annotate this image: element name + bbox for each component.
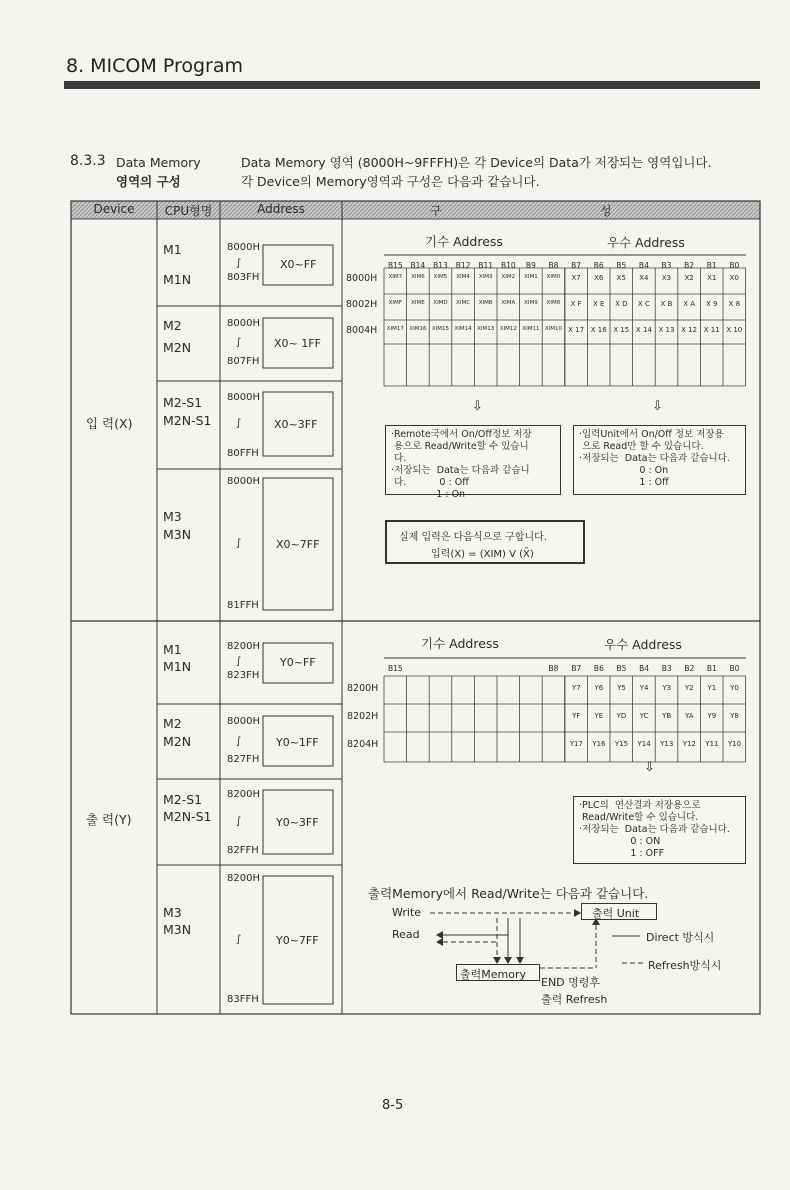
cpu-name: M2N-S1 <box>163 809 212 824</box>
output-memory-label: 출력Memory <box>460 968 526 981</box>
bit-cell: XIM7 <box>388 274 403 280</box>
bit-cell: YB <box>662 712 672 720</box>
addr-range: X0~3FF <box>274 418 318 431</box>
bit-header: B7 <box>571 261 582 270</box>
formula-line1: 실제 입력은 다음식으로 구합니다. <box>399 532 547 543</box>
output-odd-address-label: 기수 Address <box>421 636 499 651</box>
bit-cell: X 14 <box>635 326 652 334</box>
bit-header: B15 <box>387 261 403 270</box>
bit-cell: X 12 <box>681 326 698 334</box>
bit-cell: XIM16 <box>409 326 427 332</box>
bit-cell: Y5 <box>617 684 626 692</box>
bit-cell: XIM9 <box>524 300 538 306</box>
bit-cell: XIMF <box>388 300 402 306</box>
bit-cell: XIM12 <box>499 326 517 332</box>
cpu-name: M1N <box>163 659 192 674</box>
cpu-name: M2N <box>163 734 192 749</box>
bit-cell: X 15 <box>613 326 630 334</box>
cpu-name: M2N-S1 <box>163 413 212 428</box>
row-address: 8004H <box>346 325 378 336</box>
bit-cell: Y13 <box>660 740 674 748</box>
row-address: 8200H <box>347 683 379 694</box>
bit-header: B9 <box>525 261 536 270</box>
addr-tilde: ∫ <box>236 538 242 549</box>
cpu-name: M3N <box>163 527 192 542</box>
row-address: 8000H <box>346 273 378 284</box>
bit-cell: X2 <box>684 274 694 282</box>
bit-cell: Y14 <box>637 740 651 748</box>
refresh-mode-label: Refresh방식시 <box>648 959 722 972</box>
bit-cell: X5 <box>616 274 626 282</box>
bit-cell: XIMC <box>456 300 471 306</box>
bit-cell: YF <box>572 712 581 720</box>
bit-header: B0 <box>729 664 740 673</box>
addr-tilde: ∫ <box>236 418 242 429</box>
output-even-address-label: 우수 Address <box>604 637 682 652</box>
addr-end: 803FH <box>227 272 260 283</box>
header-seong: 성 <box>600 204 612 218</box>
section-title-line1: Data Memory <box>116 155 201 170</box>
bit-cell: Y15 <box>614 740 629 748</box>
bit-header: B6 <box>593 261 604 270</box>
down-arrow-icon: ⇩ <box>652 399 663 414</box>
bit-cell: XIM0 <box>546 274 561 280</box>
bit-cell: X 16 <box>590 326 607 334</box>
cpu-name: M2N <box>163 340 192 355</box>
bit-cell: XIM10 <box>544 326 563 332</box>
bit-header: B11 <box>478 261 494 270</box>
output-unit-box <box>581 903 657 920</box>
bit-cell: XIM6 <box>411 274 425 280</box>
page-number: 8-5 <box>382 1098 404 1113</box>
bit-cell: YD <box>616 712 627 720</box>
addr-end: 827FH <box>227 754 260 765</box>
bit-cell: X6 <box>594 274 604 282</box>
formula-line2: 입력(X) = (XIM) V (X̄) <box>431 549 534 560</box>
bit-cell: Y10 <box>727 740 742 748</box>
input-odd-address-label: 기수 Address <box>425 234 503 249</box>
bit-cell: X3 <box>661 274 672 282</box>
addr-start: 8000H <box>227 716 260 727</box>
addr-tilde: ∫ <box>236 656 242 667</box>
addr-tilde: ∫ <box>236 258 242 269</box>
bit-cell: XIMB <box>478 300 493 306</box>
addr-range: Y0~7FF <box>276 934 319 947</box>
plc-note: ·PLC의 연산결과 저장용으로 Read/Write할 수 있습니다. ·저장되는 Data는 다음과 같습니다. 0 : ON 1 : OFF <box>579 800 730 859</box>
header-device: Device <box>93 202 135 216</box>
bit-cell: XIM8 <box>546 300 561 306</box>
bit-cell: Y4 <box>639 684 649 692</box>
bit-cell: X E <box>592 300 605 308</box>
addr-range: X0~FF <box>280 258 317 271</box>
bit-cell: XIM1 <box>524 274 538 280</box>
bit-cell: X4 <box>639 274 649 282</box>
addr-range: Y0~3FF <box>276 816 319 829</box>
bit-header: B7 <box>571 664 582 673</box>
section-number: 8.3.3 <box>70 153 106 169</box>
bit-cell: X 10 <box>726 326 743 334</box>
bit-cell: X0 <box>729 274 739 282</box>
cpu-name: M1 <box>163 642 182 657</box>
bit-cell: XIM5 <box>433 274 448 280</box>
addr-tilde: ∫ <box>236 934 242 945</box>
cpu-name: M3 <box>163 509 182 524</box>
bit-header: B3 <box>661 261 672 270</box>
header-cpu: CPU형명 <box>164 204 213 218</box>
bit-cell: X 9 <box>705 300 718 308</box>
bit-cell: XIM14 <box>454 326 472 332</box>
cpu-name: M2 <box>163 318 182 333</box>
addr-range: Y0~FF <box>280 656 316 669</box>
bit-cell: X 8 <box>728 300 741 308</box>
bit-header: B15 <box>387 664 403 673</box>
bit-cell: XIM17 <box>386 326 404 332</box>
addr-range: Y0~1FF <box>276 736 319 749</box>
bit-header: B4 <box>639 664 650 673</box>
plc-note-box <box>573 796 746 864</box>
device-input-label: 입 력(X) <box>86 416 133 431</box>
bit-cell: X A <box>683 300 695 308</box>
addr-end: 823FH <box>227 670 260 681</box>
bit-cell: Y0 <box>730 684 739 692</box>
bit-cell: XIM13 <box>477 326 495 332</box>
chapter-title: 8. MICOM Program <box>66 55 243 77</box>
section-desc-line2: 각 Device의 Memory영역과 구성은 다음과 같습니다. <box>241 174 540 189</box>
down-arrow-icon: ⇩ <box>644 760 655 775</box>
bit-cell: YA <box>685 712 694 720</box>
cpu-name: M3N <box>163 922 192 937</box>
bit-header: B5 <box>616 664 627 673</box>
bit-header: B1 <box>706 664 717 673</box>
input-unit-note: ·입력Unit에서 On/Off 정보 저장용 으로 Read만 할 수 있습니다. ·저장되는 Data는 다음과 같습니다. 0 : On 1 : Off <box>579 429 730 488</box>
bit-cell: Y9 <box>707 712 717 720</box>
bit-cell: X C <box>637 300 650 308</box>
bit-header: B12 <box>455 261 471 270</box>
bit-cell: XIMD <box>433 300 448 306</box>
addr-end: 807FH <box>227 356 260 367</box>
bit-header: B1 <box>706 261 717 270</box>
formula-box <box>385 520 585 564</box>
bit-cell: X1 <box>707 274 717 282</box>
end-command-label: END 명령후 <box>541 976 601 989</box>
bit-header: B0 <box>729 261 740 270</box>
section-desc-line1: Data Memory 영역 (8000H~9FFFH)은 각 Device의 Data가 저장되는 영역입니다. <box>241 155 712 170</box>
addr-end: 82FFH <box>227 845 259 856</box>
section-title-line2: 영역의 구성 <box>116 174 181 189</box>
bit-cell: XIM4 <box>456 274 470 280</box>
addr-start: 8200H <box>227 873 260 884</box>
addr-tilde: ∫ <box>236 337 242 348</box>
remote-note: ·Remote국에서 On/Off정보 저장 용으로 Read/Write할 수 있습니 다. ·저장되는 Data는 다음과 같습니 다. 0 : Off 1 : On <box>391 429 532 500</box>
input-even-address-label: 우수 Address <box>607 235 685 250</box>
addr-start: 8000H <box>227 318 260 329</box>
bit-cell: X D <box>615 300 628 308</box>
bit-cell: Y1 <box>707 684 717 692</box>
addr-range: X0~ 1FF <box>274 337 321 350</box>
remote-note-box <box>385 425 561 500</box>
addr-tilde: ∫ <box>236 816 242 827</box>
bit-cell: X 11 <box>703 326 720 334</box>
output-memory-box <box>456 964 540 981</box>
addr-end: 81FFH <box>227 600 259 611</box>
bit-cell: XIM2 <box>501 274 516 280</box>
bit-cell: Y2 <box>684 684 694 692</box>
bit-cell: X 13 <box>658 326 675 334</box>
bit-cell: YC <box>639 712 649 720</box>
row-address: 8002H <box>346 299 378 310</box>
flow-write-label: Write <box>392 906 422 919</box>
cpu-name: M3 <box>163 905 182 920</box>
bit-cell: Y8 <box>730 712 739 720</box>
device-output-label: 출 력(Y) <box>86 812 132 827</box>
bit-cell: Y17 <box>569 740 583 748</box>
bit-header: B5 <box>616 261 627 270</box>
cpu-name: M2-S1 <box>163 792 203 807</box>
addr-start: 8000H <box>227 392 260 403</box>
bit-cell: Y16 <box>592 740 606 748</box>
bit-cell: Y12 <box>682 740 696 748</box>
bit-header: B14 <box>410 261 426 270</box>
bit-cell: Y7 <box>571 684 581 692</box>
flow-read-label: Read <box>392 928 420 941</box>
bit-header: B4 <box>638 261 649 270</box>
bit-header: B8 <box>548 664 559 673</box>
flow-caption: 출력Memory에서 Read/Write는 다음과 같습니다. <box>368 886 649 901</box>
bit-cell: XIM15 <box>431 326 450 332</box>
bit-cell: YE <box>594 712 604 720</box>
bit-cell: X F <box>570 300 582 308</box>
addr-end: 80FFH <box>227 448 259 459</box>
bit-header: B13 <box>433 261 448 270</box>
bit-cell: X B <box>660 300 673 308</box>
bit-header: B6 <box>593 664 604 673</box>
bit-cell: X 17 <box>568 326 585 334</box>
input-unit-note-box <box>573 425 746 495</box>
bit-cell: XIM3 <box>478 274 493 280</box>
addr-start: 8000H <box>227 476 260 487</box>
addr-tilde: ∫ <box>236 736 242 747</box>
bit-header: B8 <box>548 261 559 270</box>
bit-header: B2 <box>684 664 695 673</box>
row-address: 8204H <box>347 739 379 750</box>
bit-cell: XIME <box>411 300 425 306</box>
output-refresh-label: 출력 Refresh <box>541 993 608 1006</box>
header-gu: 구 <box>430 204 442 218</box>
addr-start: 8200H <box>227 789 260 800</box>
output-unit-label: 출력 Unit <box>592 907 640 920</box>
bit-header: B2 <box>684 261 695 270</box>
bit-cell: Y3 <box>662 684 672 692</box>
cpu-name: M1N <box>163 272 192 287</box>
bit-cell: Y11 <box>705 740 719 748</box>
bit-cell: XIM11 <box>522 326 540 332</box>
direct-mode-label: Direct 방식시 <box>646 931 715 944</box>
cpu-name: M2-S1 <box>163 395 203 410</box>
bit-cell: Y6 <box>594 684 604 692</box>
bit-cell: XIMA <box>501 300 516 306</box>
header-address: Address <box>257 202 305 216</box>
down-arrow-icon: ⇩ <box>472 399 483 414</box>
bit-header: B10 <box>500 261 516 270</box>
cpu-name: M1 <box>163 242 182 257</box>
addr-start: 8000H <box>227 242 260 253</box>
bit-header: B3 <box>661 664 672 673</box>
addr-range: X0~7FF <box>276 538 320 551</box>
addr-end: 83FFH <box>227 994 259 1005</box>
cpu-name: M2 <box>163 716 182 731</box>
addr-start: 8200H <box>227 641 260 652</box>
bit-cell: X7 <box>571 274 581 282</box>
row-address: 8202H <box>347 711 379 722</box>
